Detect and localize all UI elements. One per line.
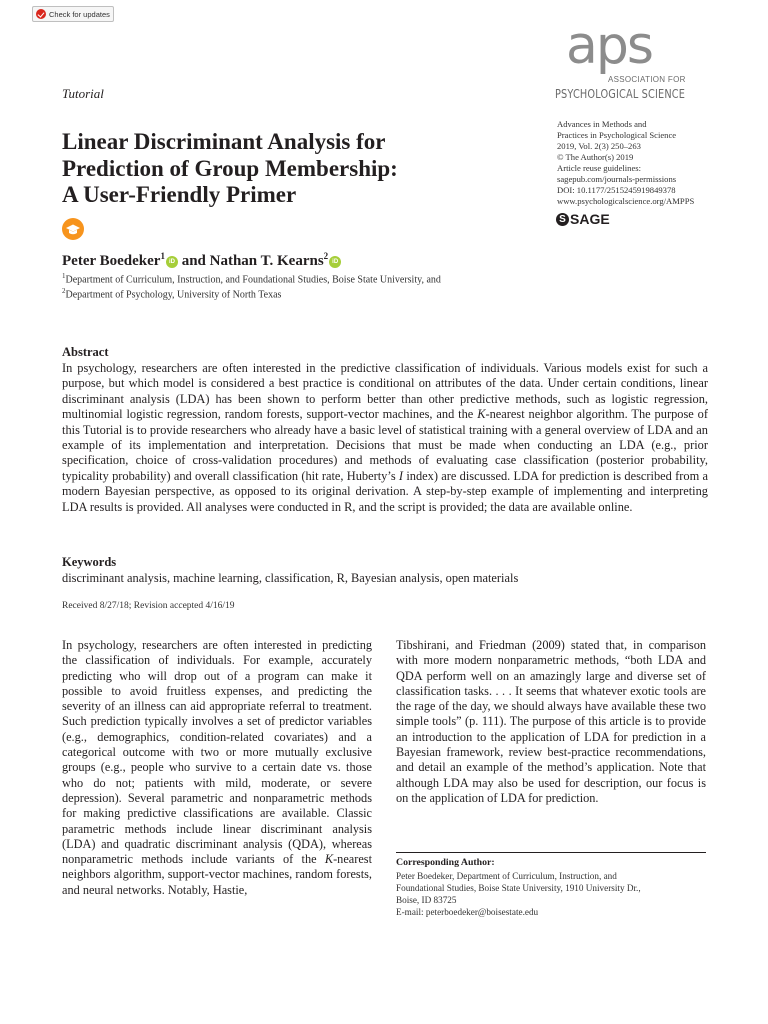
title-line: Prediction of Group Membership: [62,155,398,181]
check-for-updates-label: Check for updates [49,9,110,19]
affiliation-marker: 2 [62,287,66,295]
abstract-italic-k: K [477,407,486,422]
check-for-updates-button[interactable] [32,6,114,22]
orcid-icon[interactable]: iD [329,256,341,268]
journal-info-line: © The Author(s) 2019 [557,152,634,162]
body-text-segment: In psychology, researchers are often interested in predicting the classification of individuals. For example, accurately predicting who will drop out of a program can make it possible to avoid fruitless expenses, and predicting the severity of an illness can aid appropriate referral to treatment. Such prediction typically involves a set of predictor variables (e.g., demographics, condition-related covariates) and a categorical outcome with two or more mutually exclusive groups (e.g., people who survive to a certain date vs. those who do not; patients with mild, moderate, or severe depression). Several parametric and nonparametric methods for making predictive classifications are available. Classic parametric methods include linear discriminant analysis (LDA) and quadratic discriminant analysis (QDA), whereas nonparametric methods include variants of the [62,638,372,867]
received-date: Received 8/27/18; Revision accepted 4/16/19 [62,601,235,611]
sage-s-icon: S [556,213,569,226]
journal-info [557,119,747,207]
doi-link[interactable]: DOI: 10.1177/2515245919849378 [557,185,676,195]
author-name[interactable]: Nathan T. Kearns [209,253,324,269]
orcid-icon[interactable]: iD [166,256,178,268]
journal-info-line: 2019, Vol. 2(3) 250–263 [557,141,641,151]
article-title [62,129,482,209]
journal-website-link[interactable]: www.psychologicalscience.org/AMPPS [557,196,695,206]
body-text-right-column: Tibshirani, and Friedman (2009) stated that, in comparison with more modern nonparametric methods, “both LDA and QDA perform well on an amazingly large and diverse set of classification tasks. . . . It seems that whatever exotic tools are the rage of the day, we should always have available these two simple tools” (p. 111). The purpose of this article is to provide an introduction to the application of LDA for prediction in a Bayesian framework, review best-practice recommendations, and detail an example of the method’s application. Note that although LDA may also be used for description, our focus is on the application of LDA for prediction. [396,638,706,805]
author-connector: and [177,253,210,269]
author-list [62,251,341,270]
corresponding-author-details [396,870,706,918]
keywords-text: discriminant analysis, machine learning, classification, R, Bayesian analysis, open materials [62,571,519,585]
corresponding-author-line: Peter Boedeker, Department of Curriculum, Instruction, and [396,871,617,881]
abstract-heading: Abstract [62,345,109,359]
journal-info-line: Article reuse guidelines: [557,163,641,173]
abstract-text-segment: -nearest neighbor algorithm. The purpose of this Tutorial is to provide researchers who already have a basic level of statistical training with a general overview of LDA and an example of its implementation and interpretation. Decisions that must be made when conducting an LDA (e.g., prior specification, choice of cross-validation procedures) and methods of evaluating case classification (posterior probability, typicality probability) and overall classification (hit rate, Huberty’s [62,407,708,483]
check-for-updates-icon [36,9,46,19]
corresponding-author-heading: Corresponding Author: [396,857,495,868]
affiliation-marker: 2 [323,251,329,261]
open-materials-badge-icon [62,218,84,240]
corresponding-author-email[interactable]: E-mail: peterboedeker@boisestate.edu [396,907,539,917]
keywords-heading: Keywords [62,555,117,569]
title-line: A User-Friendly Primer [62,182,297,207]
logo-association-text: ASSOCIATION FOR [608,75,686,84]
affiliation [62,270,441,286]
sage-logo [556,211,610,227]
logo-psychological-science-text: PSYCHOLOGICAL SCIENCE [555,86,686,101]
sage-name: SAGE [570,211,610,227]
journal-info-line: Practices in Psychological Science [557,130,677,140]
author-name[interactable]: Peter Boedeker [62,253,161,269]
affiliation-marker: 1 [160,251,165,261]
affiliation-marker: 1 [62,272,66,280]
journal-info-line: Advances in Methods and [557,119,647,129]
footnote-divider [396,852,706,853]
article-type-label: Tutorial [62,86,104,101]
abstract-italic-i: I [398,468,404,483]
aps-logo: aps [566,16,652,76]
body-text-left-column [62,638,372,898]
affiliation-text: Department of Curriculum, Instruction, and Foundational Studies, Boise State University, and [65,274,441,286]
abstract-text [62,361,708,515]
body-text-segment: -nearest neighbors algorithm, support-vector machines, random forests, and neural networks. Notably, Hastie, [62,852,372,897]
abstract-text-segment: index) are discussed. LDA for prediction is described from a modern Bayesian perspective, as opposed to its original derivation. A step-by-step example of implementing and interpreting LDA results is provided. All analyses were conducted in R, and the script is provided; the data are available online. [62,468,708,514]
journal-info-link[interactable]: sagepub.com/journals-permissions [557,174,677,184]
corresponding-author-line: Boise, ID 83725 [396,895,457,905]
body-italic-k: K [324,852,334,867]
affiliation-text: Department of Psychology, University of North Texas [65,289,282,301]
title-line: Linear Discriminant Analysis for [62,129,386,154]
corresponding-author-line: Foundational Studies, Boise State University, 1910 University Dr., [396,883,641,893]
abstract-text-segment: In psychology, researchers are often interested in the predictive classification of individuals. Various models exist for such a purpose, but which model is considered a best practice is conditional on attributes of the data. Under certain conditions, linear discriminant analysis (LDA) has been shown to perform better than other predictive methods, such as logistic regression, multinomial logistic regression, random forests, support-vector machines, and the [62,361,708,422]
affiliation [62,285,281,301]
